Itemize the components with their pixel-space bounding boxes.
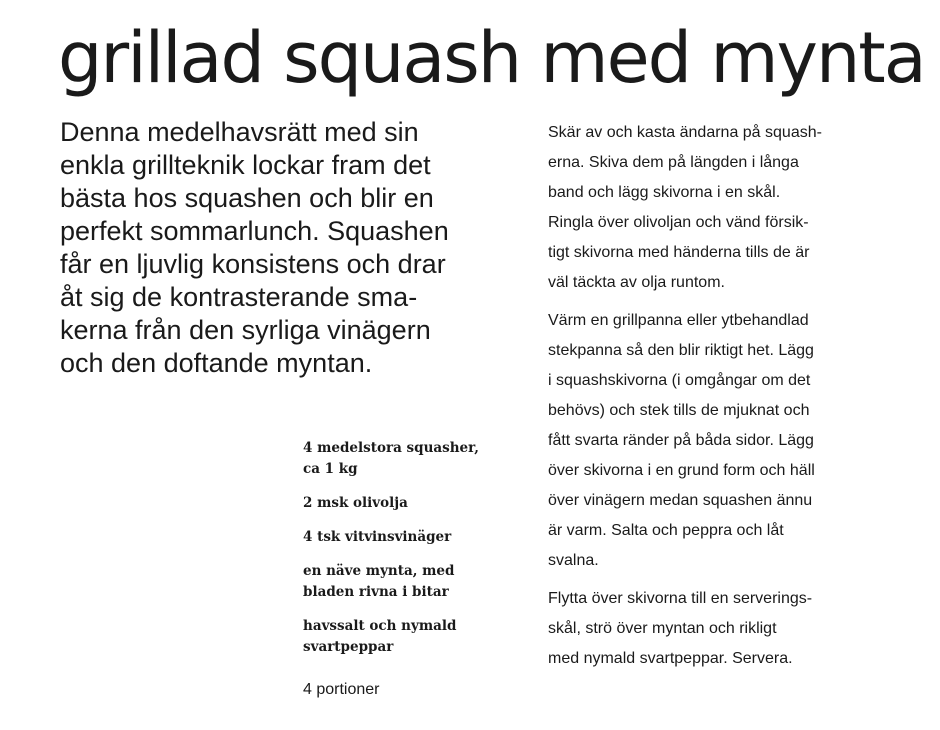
ingredient-list xyxy=(303,438,523,658)
intro-line: perfekt sommarlunch. Squashen xyxy=(60,216,449,246)
method-line: är varm. Salta och peppra och låt xyxy=(548,522,784,539)
ingredient-line: en näve mynta, med xyxy=(303,563,455,579)
ingredient-line: svartpeppar xyxy=(303,639,394,655)
method-line: skål, strö över myntan och rikligt xyxy=(548,620,777,637)
method-line: Flytta över skivorna till en serverings- xyxy=(548,590,813,607)
intro-line: och den doftande myntan. xyxy=(60,348,373,378)
method-step xyxy=(548,118,888,298)
ingredient-line: 4 tsk vitvinsvinäger xyxy=(303,529,452,545)
method-column xyxy=(548,118,888,674)
method-line: band och lägg skivorna i en skål. xyxy=(548,184,781,201)
method-line: tigt skivorna med händerna tills de är xyxy=(548,244,810,261)
ingredient-line: 2 msk olivolja xyxy=(303,495,408,511)
intro-line: Denna medelhavsrätt med sin xyxy=(60,117,419,147)
method-line: över vinägern medan squashen ännu xyxy=(548,492,813,509)
method-line: Värm en grillpanna eller ytbehandlad xyxy=(548,312,809,329)
ingredient-line: havssalt och nymald xyxy=(303,618,457,634)
method-line: erna. Skiva dem på längden i långa xyxy=(548,154,799,171)
intro-line: enkla grillteknik lockar fram det xyxy=(60,150,431,180)
intro-line: åt sig de kontrasterande sma- xyxy=(60,282,418,312)
ingredient-line: ca 1 kg xyxy=(303,461,358,477)
method-line: Ringla över olivoljan och vänd försik- xyxy=(548,214,809,231)
method-line: stekpanna så den blir riktigt het. Lägg xyxy=(548,342,814,359)
ingredient-item xyxy=(303,527,523,548)
intro-line: får en ljuvlig konsistens och drar xyxy=(60,249,446,279)
method-line: över skivorna i en grund form och häll xyxy=(548,462,815,479)
recipe-title: grillad squash med mynta xyxy=(58,17,925,99)
method-line: fått svarta ränder på båda sidor. Lägg xyxy=(548,432,814,449)
ingredient-item xyxy=(303,616,523,658)
ingredient-item xyxy=(303,438,523,480)
method-line: svalna. xyxy=(548,552,599,569)
method-line: Skär av och kasta ändarna på squash- xyxy=(548,124,822,141)
intro-line: bästa hos squashen och blir en xyxy=(60,183,434,213)
ingredient-item xyxy=(303,493,523,514)
method-line: väl täckta av olja runtom. xyxy=(548,274,725,291)
method-line: med nymald svartpeppar. Servera. xyxy=(548,650,793,667)
intro-line: kerna från den syrliga vinägern xyxy=(60,315,431,345)
servings-count: 4 portioner xyxy=(303,681,380,698)
ingredient-line: 4 medelstora squasher, xyxy=(303,440,479,456)
ingredient-item xyxy=(303,561,523,603)
recipe-intro xyxy=(60,116,530,380)
ingredient-line: bladen rivna i bitar xyxy=(303,584,449,600)
method-step xyxy=(548,306,888,576)
method-step xyxy=(548,584,888,674)
method-line: i squashskivorna (i omgångar om det xyxy=(548,372,811,389)
method-line: behövs) och stek tills de mjuknat och xyxy=(548,402,810,419)
